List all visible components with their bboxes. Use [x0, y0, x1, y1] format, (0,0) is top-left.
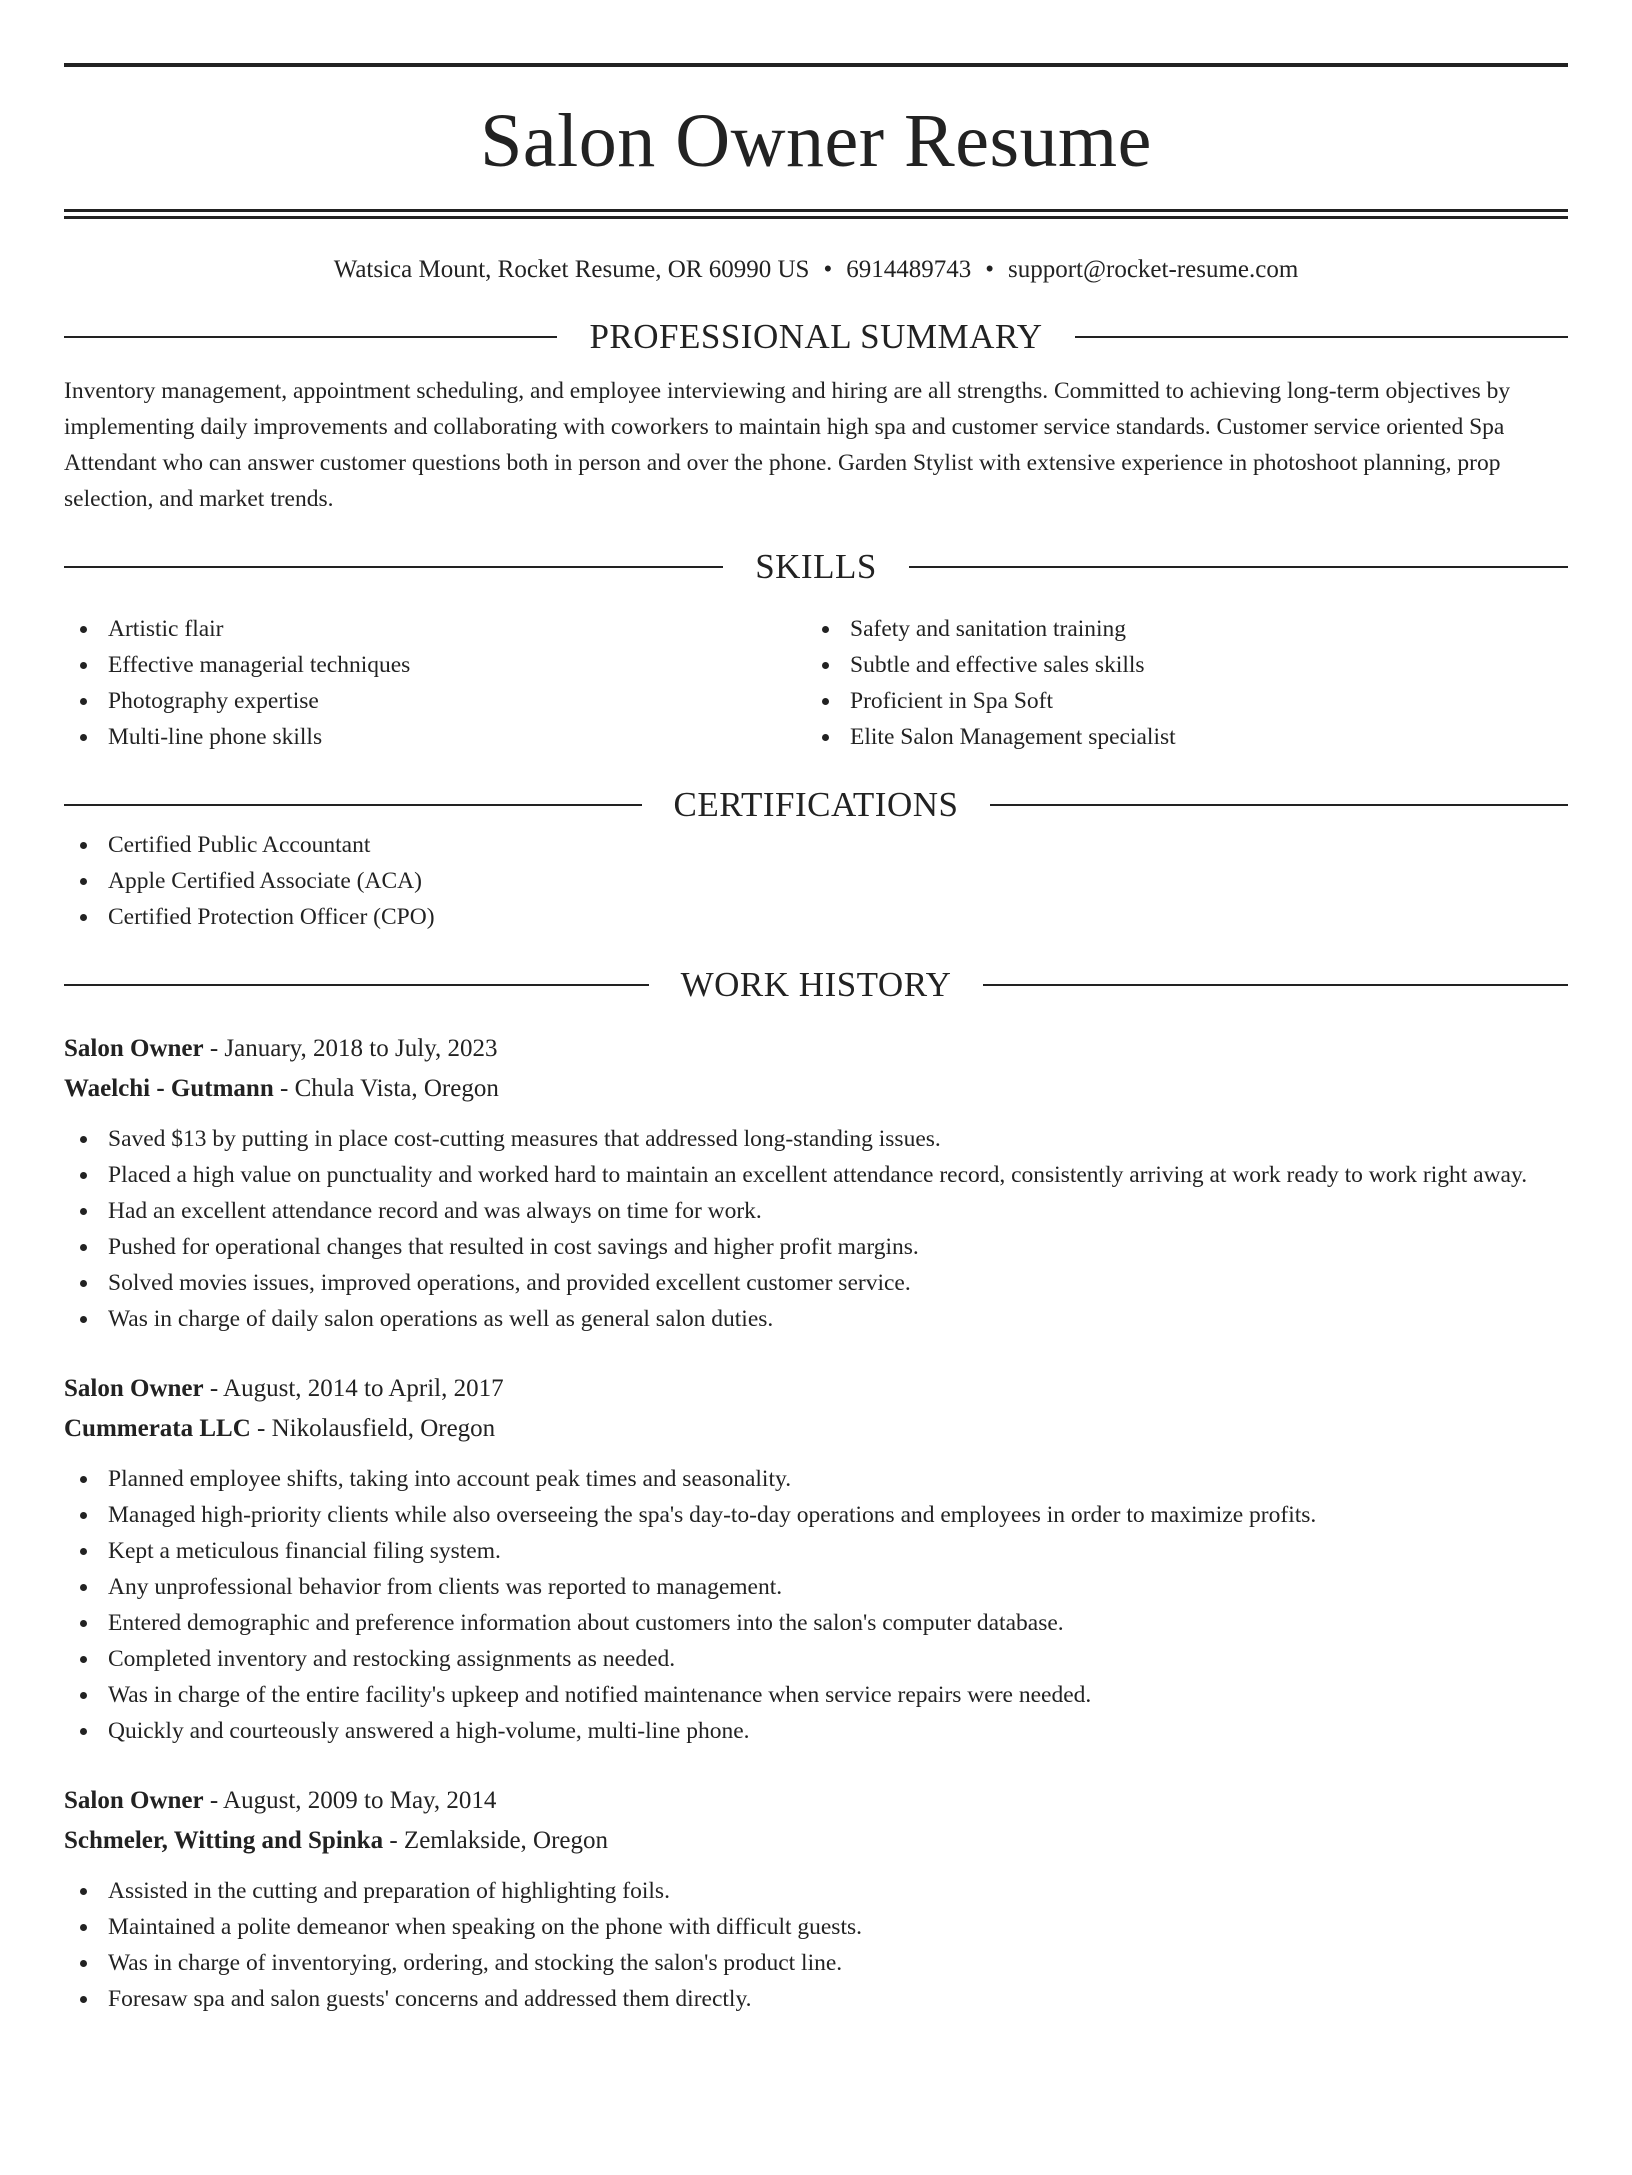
skill-item: Effective managerial techniques — [64, 647, 806, 683]
job-entry — [64, 1029, 1568, 1337]
skill-item: Photography expertise — [64, 683, 806, 719]
contact-line — [64, 253, 1568, 287]
job-duty: Any unprofessional behavior from clients was reported to management. — [64, 1569, 1568, 1605]
page-title: Salon Owner Resume — [480, 99, 1152, 183]
contact-address: Watsica Mount, Rocket Resume, OR 60990 US — [333, 256, 810, 283]
job-duty: Saved $13 by putting in place cost-cutting measures that addressed long-standing issues. — [64, 1121, 1568, 1157]
contact-phone: 6914489743 — [846, 256, 972, 283]
certification-item: Certified Protection Officer (CPO) — [64, 899, 1568, 935]
heading-rule — [983, 984, 1568, 986]
section-title: CERTIFICATIONS — [673, 785, 959, 824]
skill-item: Safety and sanitation training — [806, 611, 1548, 647]
job-title: Salon Owner — [64, 1787, 204, 1814]
heading-rule — [64, 566, 723, 568]
skill-item: Subtle and effective sales skills — [806, 647, 1548, 683]
certifications-list — [64, 827, 1568, 935]
summary-paragraph: Inventory management, appointment scheduling, and employee interviewing and hiring are all strengths. Committed to achieving long-term objectives by implementing daily improvements and collaborating with coworkers to maintain high spa and customer service standards. Customer service oriented Spa Attendant who can answer customer questions both in person and over the phone. Garden Stylist with extensive experience in photoshoot planning, prop selection, and market trends. — [64, 378, 1511, 512]
certification-item: Certified Public Accountant — [64, 827, 1568, 863]
heading-rule — [64, 804, 642, 806]
job-duty: Had an excellent attendance record and was always on time for work. — [64, 1193, 1568, 1229]
job-company: Cummerata LLC — [64, 1415, 251, 1442]
job-company-line — [64, 1821, 1568, 1861]
job-entry — [64, 1369, 1568, 1749]
job-title-line — [64, 1029, 1568, 1069]
section-title: WORK HISTORY — [680, 965, 952, 1004]
heading-rule — [1075, 336, 1568, 338]
job-duties-list — [64, 1461, 1568, 1749]
skill-item: Elite Salon Management specialist — [806, 719, 1548, 755]
job-company-line — [64, 1409, 1568, 1449]
job-duty: Placed a high value on punctuality and worked hard to maintain an excellent attendance record, consistently arriving at work ready to work right away. — [64, 1157, 1568, 1193]
job-duty: Was in charge of daily salon operations as well as general salon duties. — [64, 1301, 1568, 1337]
job-duty: Quickly and courteously answered a high-volume, multi-line phone. — [64, 1713, 1568, 1749]
job-duty: Was in charge of inventorying, ordering, and stocking the salon's product line. — [64, 1945, 1568, 1981]
job-duty: Foresaw spa and salon guests' concerns and addressed them directly. — [64, 1981, 1568, 2017]
top-rule — [64, 63, 1568, 67]
resume-page — [0, 63, 1632, 2175]
job-title: Salon Owner — [64, 1035, 204, 1062]
heading-rule — [64, 984, 649, 986]
job-company: Waelchi - Gutmann — [64, 1075, 274, 1102]
job-duty: Maintained a polite demeanor when speaking on the phone with difficult guests. — [64, 1909, 1568, 1945]
job-title: Salon Owner — [64, 1375, 204, 1402]
section-heading-certifications — [64, 783, 1568, 827]
section-title: SKILLS — [755, 547, 877, 586]
job-location: - Chula Vista, Oregon — [273, 1075, 499, 1102]
job-location: - Nikolausfield, Oregon — [250, 1415, 496, 1442]
contact-separator: • — [823, 256, 833, 283]
title-double-rule — [64, 209, 1568, 219]
job-duties-list — [64, 1121, 1568, 1337]
skill-item: Multi-line phone skills — [64, 719, 806, 755]
section-heading-summary — [64, 315, 1568, 359]
contact-separator: • — [985, 256, 994, 283]
heading-rule — [909, 566, 1568, 568]
job-duty: Completed inventory and restocking assignments as needed. — [64, 1641, 1568, 1677]
job-duty: Planned employee shifts, taking into account peak times and seasonality. — [64, 1461, 1568, 1497]
job-duty: Kept a meticulous financial filing system. — [64, 1533, 1568, 1569]
job-duty: Managed high-priority clients while also overseeing the spa's day-to-day operations and employees in order to maximize profits. — [64, 1497, 1568, 1533]
skills-list — [64, 611, 1568, 755]
job-company-line — [64, 1069, 1568, 1109]
job-dates: - January, 2018 to July, 2023 — [203, 1035, 498, 1062]
contact-email: support@rocket-resume.com — [1007, 256, 1299, 283]
job-duty: Pushed for operational changes that resulted in cost savings and higher profit margins. — [64, 1229, 1568, 1265]
job-duty: Was in charge of the entire facility's upkeep and notified maintenance when service repairs were needed. — [64, 1677, 1568, 1713]
section-title: PROFESSIONAL SUMMARY — [589, 317, 1043, 356]
job-duty: Solved movies issues, improved operations, and provided excellent customer service. — [64, 1265, 1568, 1301]
skill-item: Proficient in Spa Soft — [806, 683, 1548, 719]
job-title-line — [64, 1369, 1568, 1409]
skills-column-left — [64, 611, 806, 755]
job-dates: - August, 2009 to May, 2014 — [203, 1787, 497, 1814]
heading-rule — [990, 804, 1568, 806]
job-duty: Entered demographic and preference information about customers into the salon's computer database. — [64, 1605, 1568, 1641]
skill-item: Artistic flair — [64, 611, 806, 647]
job-entry — [64, 1781, 1568, 2017]
heading-rule — [64, 336, 557, 338]
certification-item: Apple Certified Associate (ACA) — [64, 863, 1568, 899]
job-dates: - August, 2014 to April, 2017 — [203, 1375, 504, 1402]
job-location: - Zemlakside, Oregon — [383, 1827, 609, 1854]
skills-column-right — [806, 611, 1548, 755]
job-duty: Assisted in the cutting and preparation of highlighting foils. — [64, 1873, 1568, 1909]
job-duties-list — [64, 1873, 1568, 2017]
section-heading-skills — [64, 545, 1568, 589]
section-heading-work-history — [64, 963, 1568, 1007]
job-company: Schmeler, Witting and Spinka — [64, 1827, 384, 1854]
job-title-line — [64, 1781, 1568, 1821]
